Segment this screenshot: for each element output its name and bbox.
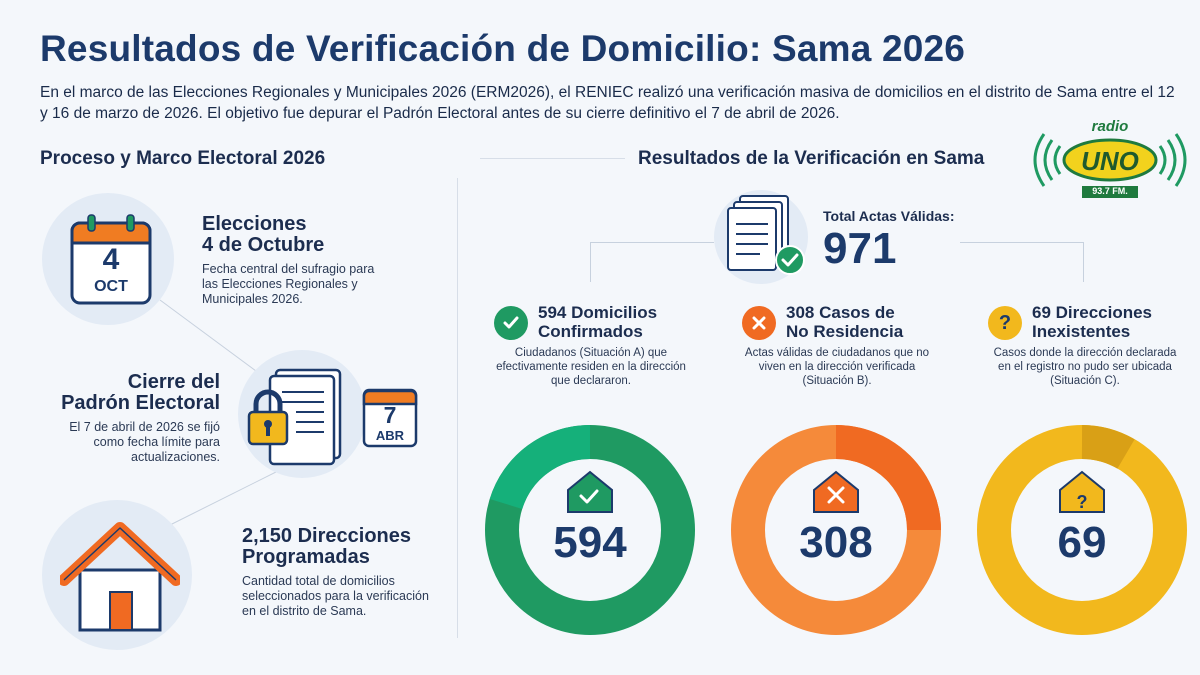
donut-value-no-residencia: 308 [799, 518, 873, 567]
card-inexistentes-description: Casos donde la dirección declarada en el registro no pudo ser ubicada (Situación C). [993, 347, 1177, 387]
logo-frequency: 93.7 FM. [1092, 186, 1128, 196]
card-no-residencia-description: Actas válidas de ciudadanos que no viven en la dirección verificada (Situación B). [744, 347, 930, 387]
intro-paragraph: En el marco de las Elecciones Regionales y Municipales 2026 (ERM2026), el RENIEC realizó una verificación masiva de domicilios en el distrito de Sama entre el 12 y 16 de marzo de 2026. El objetivo fue depurar el Padrón Electoral antes de su cierre definitivo el 7 de abril de 2026. [40, 84, 1175, 122]
direcciones-title: 2,150 Direcciones Programadas [242, 525, 411, 568]
elecciones-description: Fecha central del sufragio para las Elecciones Regionales y Municipales 2026. [202, 262, 375, 306]
question-icon: ? [988, 306, 1022, 340]
donut-value-inexistentes: 69 [1057, 518, 1107, 567]
house-question-icon [1060, 472, 1104, 512]
page-title: Resultados de Verificación de Domicilio: Sama 2026 [40, 28, 966, 69]
house-cross-icon [814, 472, 858, 512]
card-confirmados-title: 594 Domicilios Confirmados [538, 303, 658, 341]
direcciones-description: Cantidad total de domicilios seleccionados para la verificación en el distrito de Sama. [242, 574, 429, 618]
house-check-icon [568, 472, 612, 512]
calendar-small-month: ABR [375, 428, 405, 443]
logo-main-text: UNO [1081, 146, 1139, 176]
svg-text:?: ? [1076, 492, 1088, 512]
right-section-title: Resultados de la Verificación en Sama [638, 148, 985, 169]
total-label: Total Actas Válidas: [823, 208, 955, 224]
card-no-residencia-title: 308 Casos de No Residencia [786, 303, 904, 341]
calendar-small-day: 7 [383, 402, 397, 428]
elecciones-title: Elecciones 4 de Octubre [202, 213, 325, 256]
left-section-title: Proceso y Marco Electoral 2026 [40, 148, 326, 169]
cierre-title: Cierre del Padrón Electoral [61, 371, 220, 414]
card-confirmados-description: Ciudadanos (Situación A) que efectivamente residen en la dirección que declararon. [496, 347, 686, 387]
logo-top-text: radio [1091, 118, 1129, 135]
donut-value-confirmados: 594 [553, 518, 627, 567]
total-value: 971 [823, 224, 897, 273]
cierre-description: El 7 de abril de 2026 se fijó como fecha límite para actualizaciones. [69, 420, 220, 464]
card-inexistentes-title: 69 Direcciones Inexistentes [1032, 303, 1153, 341]
calendar-month: OCT [94, 278, 128, 295]
calendar-day: 4 [102, 243, 120, 276]
